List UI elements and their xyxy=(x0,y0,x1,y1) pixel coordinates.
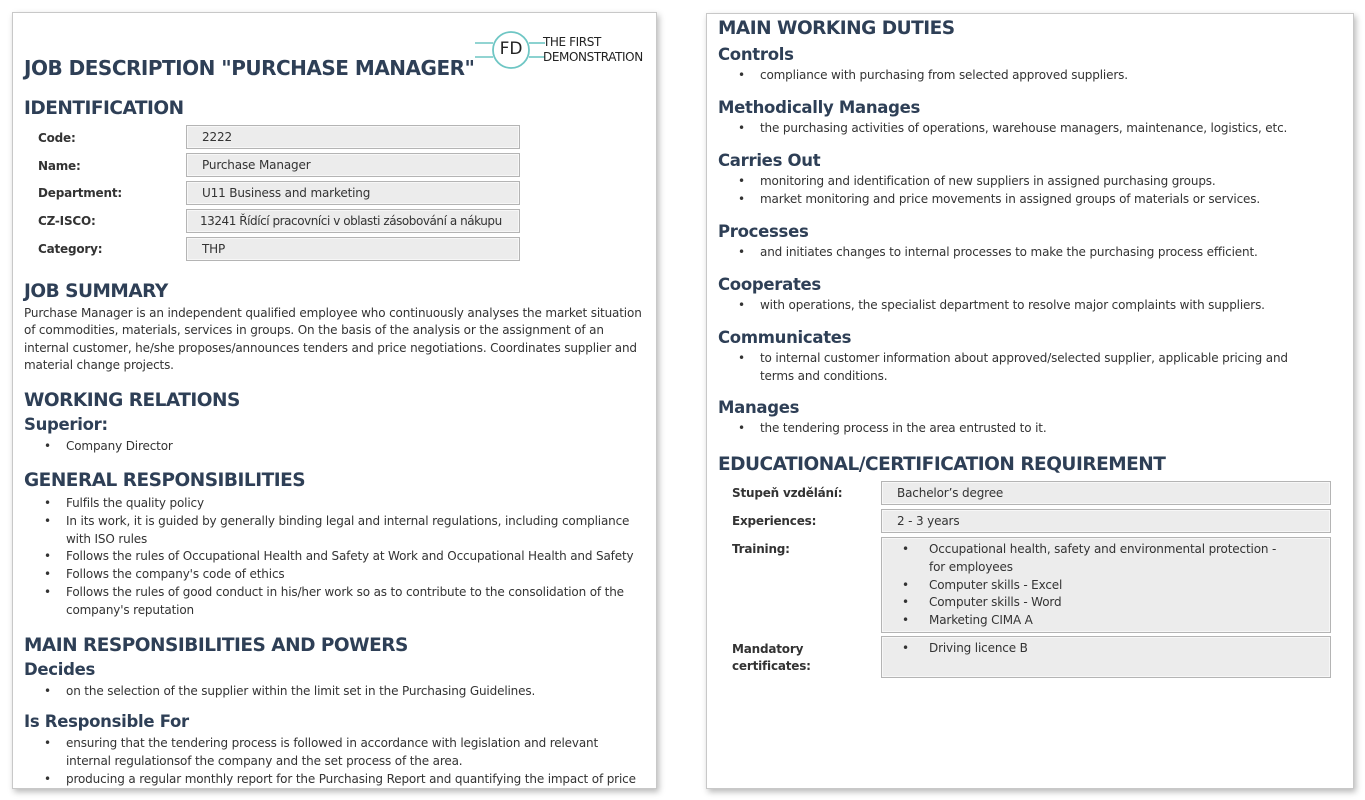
training-label: Training: xyxy=(732,542,790,556)
logo-line-2: DEMONSTRATION xyxy=(543,50,643,64)
department-field: U11 Business and marketing xyxy=(186,181,520,205)
superior-subheading: Superior: xyxy=(24,415,108,434)
controls-subheading: Controls xyxy=(718,45,794,64)
communicates-subheading: Communicates xyxy=(718,328,852,347)
experience-field: 2 - 3 years xyxy=(881,509,1331,533)
certificates-label-line-1: Mandatory xyxy=(732,642,804,656)
list-item: • market monitoring and price movements in assigned groups of materials or services. xyxy=(718,191,1328,209)
list-item: • Follows the rules of Occupational Health and Safety at Work and Occupational Health and Safety xyxy=(24,548,644,566)
manages-subheading: Manages xyxy=(718,398,800,417)
controls-list xyxy=(718,67,1328,85)
department-label: Department: xyxy=(38,186,122,200)
list-item: • the tendering process in the area entrusted to it. xyxy=(718,420,1328,438)
cooperates-subheading: Cooperates xyxy=(718,275,821,294)
list-item: • Driving licence B xyxy=(882,640,1282,658)
manages-list xyxy=(718,420,1328,438)
responsible-subheading: Is Responsible For xyxy=(24,712,189,731)
decides-list xyxy=(24,683,644,701)
education-heading: EDUCATIONAL/CERTIFICATION REQUIREMENT xyxy=(718,454,1166,475)
list-item: • the purchasing activities of operations, warehouse managers, maintenance, logistics, etc. xyxy=(718,120,1328,138)
superior-list xyxy=(24,438,644,456)
list-item: • producing a regular monthly report for the Purchasing Report and quantifying the impact of price xyxy=(24,771,644,789)
certificates-list xyxy=(882,640,1282,658)
list-item: • Fulfils the quality policy xyxy=(24,495,644,513)
general-responsibilities-heading: GENERAL RESPONSIBILITIES xyxy=(24,470,306,491)
degree-field: Bachelor’s degree xyxy=(881,481,1331,505)
main-responsibilities-heading: MAIN RESPONSIBILITIES AND POWERS xyxy=(24,635,408,656)
processes-list xyxy=(718,244,1328,262)
list-item: • Computer skills - Word xyxy=(882,594,1282,612)
degree-label: Stupeň vzdělání: xyxy=(732,486,843,500)
list-item: • to internal customer information about approved/selected supplier, applicable pricing and terms and conditions. xyxy=(718,350,1318,386)
logo-line-1: THE FIRST xyxy=(543,35,601,49)
list-item: • ensuring that the tendering process is followed in accordance with legislation and relevant internal regulationsof the company and the set process of the area. xyxy=(24,735,644,771)
list-item: • and initiates changes to internal processes to make the purchasing process efficient. xyxy=(718,244,1328,262)
document-page-1 xyxy=(12,12,657,789)
certificates-label-line-2: certificates: xyxy=(732,659,811,673)
responsible-list xyxy=(24,735,644,788)
cz-isco-label: CZ-ISCO: xyxy=(38,214,96,228)
working-relations-heading: WORKING RELATIONS xyxy=(24,390,240,411)
list-item: • Follows the rules of good conduct in his/her work so as to contribute to the consolidation of the company's reputation xyxy=(24,584,644,620)
job-summary-heading: JOB SUMMARY xyxy=(24,281,168,302)
main-working-duties-heading: MAIN WORKING DUTIES xyxy=(718,18,955,39)
general-responsibilities-list xyxy=(24,495,644,620)
list-item: • Computer skills - Excel xyxy=(882,577,1282,595)
list-item: • Follows the company's code of ethics xyxy=(24,566,644,584)
certificates-field xyxy=(881,636,1331,678)
company-logo xyxy=(475,27,651,73)
list-item: • Marketing CIMA A xyxy=(882,612,1282,630)
communicates-list xyxy=(718,350,1318,386)
document-title: JOB DESCRIPTION "PURCHASE MANAGER" xyxy=(24,56,475,80)
code-field: 2222 xyxy=(186,125,520,149)
name-field: Purchase Manager xyxy=(186,153,520,177)
category-label: Category: xyxy=(38,242,103,256)
name-label: Name: xyxy=(38,159,81,173)
identification-heading: IDENTIFICATION xyxy=(24,98,184,119)
list-item: • In its work, it is guided by generally binding legal and internal regulations, including compliance with ISO rules xyxy=(24,513,644,549)
decides-subheading: Decides xyxy=(24,660,96,679)
logo-initials: FD xyxy=(499,39,523,59)
methodically-manages-list xyxy=(718,120,1328,138)
list-item: • monitoring and identification of new suppliers in assigned purchasing groups. xyxy=(718,173,1328,191)
processes-subheading: Processes xyxy=(718,222,809,241)
list-item: • on the selection of the supplier within the limit set in the Purchasing Guidelines. xyxy=(24,683,644,701)
carries-out-subheading: Carries Out xyxy=(718,151,821,170)
code-label: Code: xyxy=(38,131,76,145)
category-field: THP xyxy=(186,237,520,261)
methodically-manages-subheading: Methodically Manages xyxy=(718,98,921,117)
training-list xyxy=(882,541,1282,630)
carries-out-list xyxy=(718,173,1328,209)
job-summary-text: Purchase Manager is an independent qualified employee who continuously analyses the market situation of commodities, materials, services in groups. On the basis of the analysis or the assignment of an internal customer, he/she proposes/announces tenders and price negotiations. Coordinates supplier and material change projects. xyxy=(24,306,642,372)
list-item: • Company Director xyxy=(24,438,644,456)
cooperates-list xyxy=(718,297,1328,315)
cz-isco-field: 13241 Řídící pracovníci v oblasti zásobování a nákupu xyxy=(186,209,520,233)
list-item: • with operations, the specialist department to resolve major complaints with suppliers. xyxy=(718,297,1328,315)
document-page-2 xyxy=(706,13,1354,789)
training-field xyxy=(881,537,1331,633)
list-item: • Occupational health, safety and environmental protection - for employees xyxy=(882,541,1282,577)
experience-label: Experiences: xyxy=(732,514,817,528)
list-item: • compliance with purchasing from selected approved suppliers. xyxy=(718,67,1328,85)
